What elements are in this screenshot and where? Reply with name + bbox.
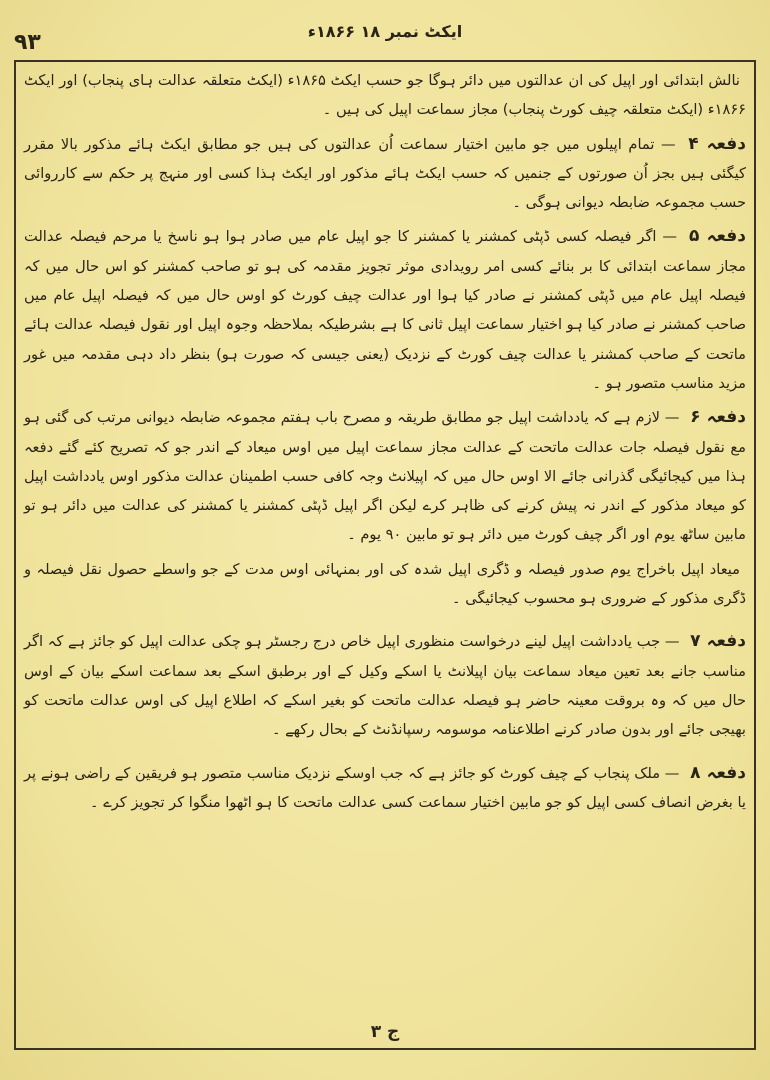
paragraph	[24, 759, 746, 818]
paragraph-text: — تمام اپیلوں میں جو مابین اختیار سماعت اُن عدالتوں کی ہیں جو مطابق ایکٹ ہائے مذکور بالا مقرر کیگئی ہیں بجز اُن صورتوں کے جنمیں کہ حسب ایکٹ ہائے مذکور اور ایکٹ ہذا کسی اور منہج پر حکم سے کارروائی حسب مجموعہ ضابطہ دیوانی ہوگی ۔	[24, 135, 746, 212]
paragraph-text: — اگر فیصلہ کسی ڈپٹی کمشنر یا کمشنر کا جو اپیل عام میں صادر ہوا ہو ناسخ یا مرحم فیصلہ عدالت مجاز سماعت ابتدائی کا بر بنائے کسی امر رویدادی موثر تجویز مقدمہ کی ہو تو صاحب کمشنر کو اس حال میں کہ فیصلہ اپیل عام میں ڈپٹی کمشنر نے صادر کیا ہوا اور عدالت چیف کورٹ کو اوس حال میں کہ فیصلہ اپیل عام میں صاحب کمشنر نے صادر کیا ہو اختیار سماعت اپیل ثانی کا ہے بشرطیکہ بملاحظہ وجوہ اپیل اور نقول فیصلہ عدالت ہائے ماتحت کے صاحب کمشنر یا عدالت چیف کورٹ کے نزدیک (یعنی جیسی کہ صورت ہو) بنظر داد دہی مقدمہ میں غور مزید مناسب متصور ہو ۔	[24, 228, 746, 392]
signature-mark: ج ۳	[370, 1022, 400, 1042]
paragraph	[24, 555, 746, 614]
running-head: ایکٹ نمبر ۱۸ ۱۸۶۶ء	[307, 22, 463, 41]
section-heading: دفعہ ۴	[688, 133, 746, 154]
paragraph	[24, 130, 746, 218]
section-heading: دفعہ ۸	[690, 762, 746, 783]
paragraph-text: — ملک پنجاب کے چیف کورٹ کو جائز ہے کہ جب اوسکے نزدیک مناسب متصور ہو فریقین کے راضی ہونے پر یا بغرض انصاف کسی اپیل کو جو مابین اختیار سماعت کسی عدالت ماتحت کا ہو اٹھوا منگوا کر تجویز کرے ۔	[24, 764, 746, 811]
section-heading: دفعہ ۵	[688, 226, 746, 247]
page-number: ۹۳	[14, 30, 41, 55]
paragraph	[24, 627, 746, 744]
body-text	[24, 66, 746, 1020]
paragraph-text: — جب یادداشت اپیل لینے درخواست منظوری اپیل خاص درج رجسٹر ہو چکی عدالت اپیل کو جائز ہے کہ اگر مناسب جانے بعد تعین میعاد سماعت بیان اپیلانٹ یا اسکے وکیل کے اور برطبق اسکے بعد سماعت اسکے بیان کے اوس حال میں کہ وہ بروقت معینہ حاضر ہو فیصلہ عدالت ماتحت کو بغیر اسکے کہ اطلاع اپیل کی اوس عدالت ماتحت کو بھیجی جائے اور بدون صادر کرنے اطلاعنامہ موسومہ رسپانڈنٹ کے بحال رکھے ۔	[24, 633, 746, 739]
paragraph-text: نالش ابتدائی اور اپیل کی ان عدالتوں میں دائر ہوگا جو حسب ایکٹ ۱۸۶۵ء (ایکٹ متعلقہ عدالت ہای پنجاب) اور ایکٹ ۱۸۶۶ء (ایکٹ متعلقہ چیف کورٹ پنجاب) مجاز سماعت اپیل کی ہیں ۔	[24, 72, 746, 119]
paragraph	[24, 403, 746, 549]
paragraph-text: میعاد اپیل باخراج یوم صدور فیصلہ و ڈگری اپیل شدہ کی اور بمنہائی اوس مدت کے جو واسطے حصول نقل فیصلہ و ڈگری مذکور کے ضروری ہو محسوب کیجائیگی ۔	[24, 560, 746, 608]
section-heading: دفعہ ۷	[690, 631, 746, 652]
paragraph-text: — لازم ہے کہ یادداشت اپیل جو مطابق طریقہ و مصرح باب ہفتم مجموعہ ضابطہ دیوانی مرتب کی گئی ہو مع نقول فیصلہ جات عدالت ماتحت کے عدالت مجاز سماعت اپیل میں اوس میعاد کے اندر جو کہ تصریح کئے گئے دفعہ ہذا میں کیجائیگی گذرانی جائے الا اوس حال میں کہ اپیلانٹ وجہ کافی حسب اطمینان عدالت مذکور اوس یادداشت اپیل کو میعاد مذکور کے اندر نہ پیش کرنے کی ظاہر کرے لیکن اگر اپیل ڈپٹی کمشنر یا کمشنر کی عدالت میں دائر ہو تو مابین ساٹھ یوم اور اگر چیف کورٹ میں دائر ہو تو مابین ۹۰ یوم ۔	[24, 409, 746, 544]
paragraph	[24, 222, 746, 398]
section-heading: دفعہ ۶	[690, 407, 746, 428]
paragraph	[24, 66, 746, 125]
